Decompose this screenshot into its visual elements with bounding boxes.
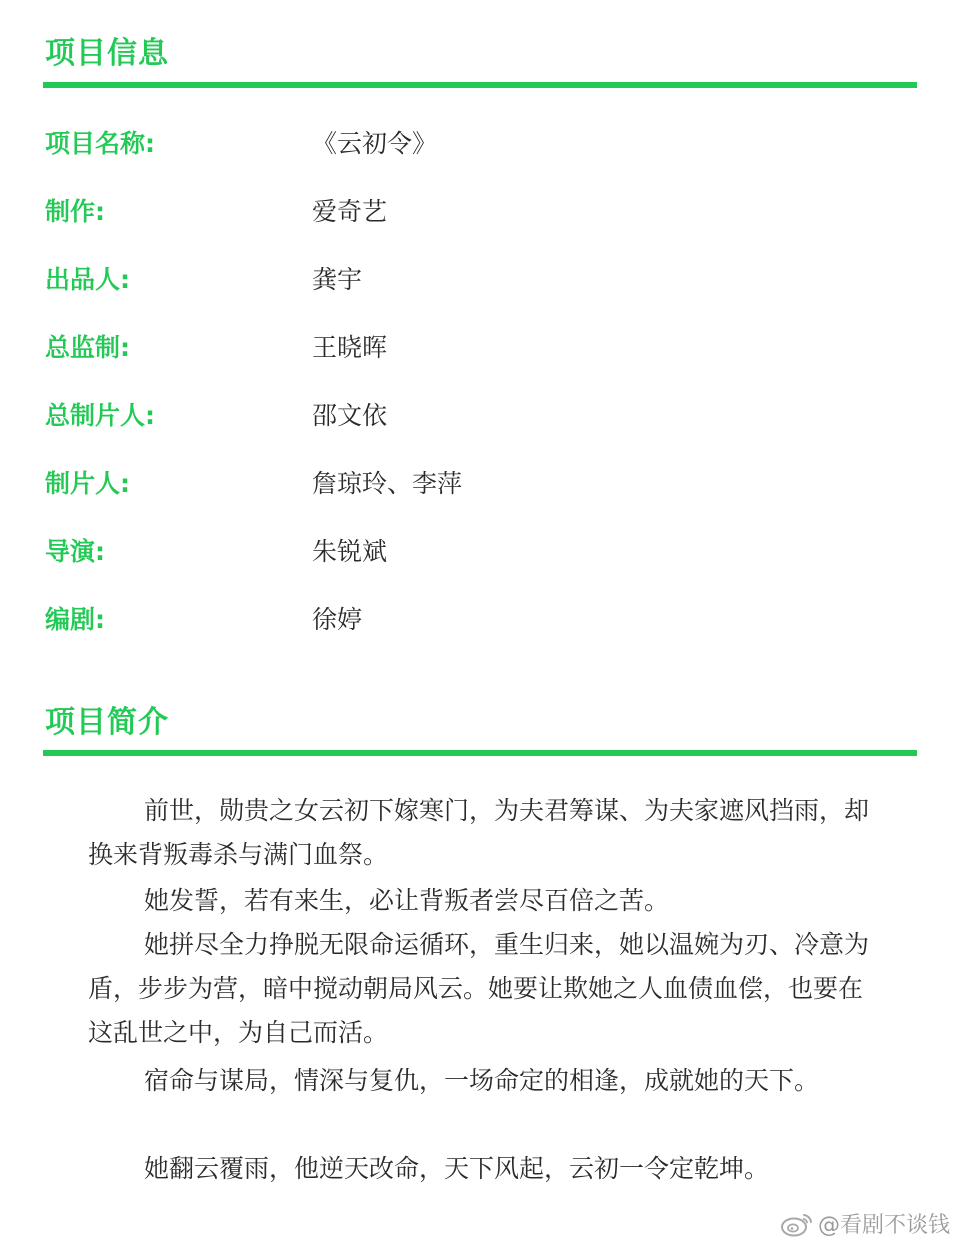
synopsis-paragraph: 前世，勋贵之女云初下嫁寒门，为夫君筹谋、为夫家遮风挡雨，却换来背叛毒杀与满门血祭。 bbox=[88, 796, 870, 869]
section-divider bbox=[43, 750, 917, 756]
info-value: 王晓晖 bbox=[312, 333, 388, 362]
section-divider bbox=[43, 82, 917, 88]
info-value: 龚宇 bbox=[312, 265, 363, 294]
watermark-text: @看剧不谈钱 bbox=[817, 1213, 950, 1238]
info-label: 导演: bbox=[45, 537, 105, 566]
weibo-icon bbox=[780, 1211, 814, 1237]
info-value: 爱奇艺 bbox=[312, 197, 388, 226]
info-row-screenwriter bbox=[45, 600, 885, 640]
info-row-chief-producer bbox=[45, 396, 885, 436]
info-value: 詹琼玲、李萍 bbox=[312, 469, 463, 498]
info-label: 制作: bbox=[45, 197, 105, 226]
section-title-synopsis: 项目简介 bbox=[45, 705, 169, 740]
info-label: 编剧: bbox=[45, 605, 105, 634]
info-row-producer bbox=[45, 464, 885, 504]
info-row-director bbox=[45, 532, 885, 572]
info-label: 出品人: bbox=[45, 265, 130, 294]
info-label: 制片人: bbox=[45, 469, 130, 498]
synopsis-paragraph: 她翻云覆雨，他逆天改命，天下风起，云初一令定乾坤。 bbox=[144, 1154, 770, 1183]
info-value: 徐婷 bbox=[312, 605, 363, 634]
info-label: 总制片人: bbox=[45, 401, 155, 430]
info-row-project-name bbox=[45, 124, 885, 164]
info-value: 朱锐斌 bbox=[312, 537, 388, 566]
info-row-chief-supervisor bbox=[45, 328, 885, 368]
synopsis-paragraph: 她发誓，若有来生，必让背叛者尝尽百倍之苦。 bbox=[144, 886, 670, 915]
watermark bbox=[780, 1208, 950, 1239]
info-label: 项目名称: bbox=[45, 129, 155, 158]
info-value: 《云初令》 bbox=[312, 129, 438, 158]
info-row-producer-presenter bbox=[45, 260, 885, 300]
synopsis-paragraph: 她拼尽全力挣脱无限命运循环，重生归来，她以温婉为刃、冷意为盾，步步为营，暗中搅动朝局风云。她要让欺她之人血债血偿，也要在这乱世之中，为自己而活。 bbox=[88, 930, 870, 1047]
info-value: 邵文依 bbox=[312, 401, 388, 430]
section-title-project-info: 项目信息 bbox=[45, 36, 169, 71]
info-label: 总监制: bbox=[45, 333, 130, 362]
synopsis-paragraph: 宿命与谋局，情深与复仇，一场命定的相逢，成就她的天下。 bbox=[144, 1066, 820, 1095]
info-row-production bbox=[45, 192, 885, 232]
